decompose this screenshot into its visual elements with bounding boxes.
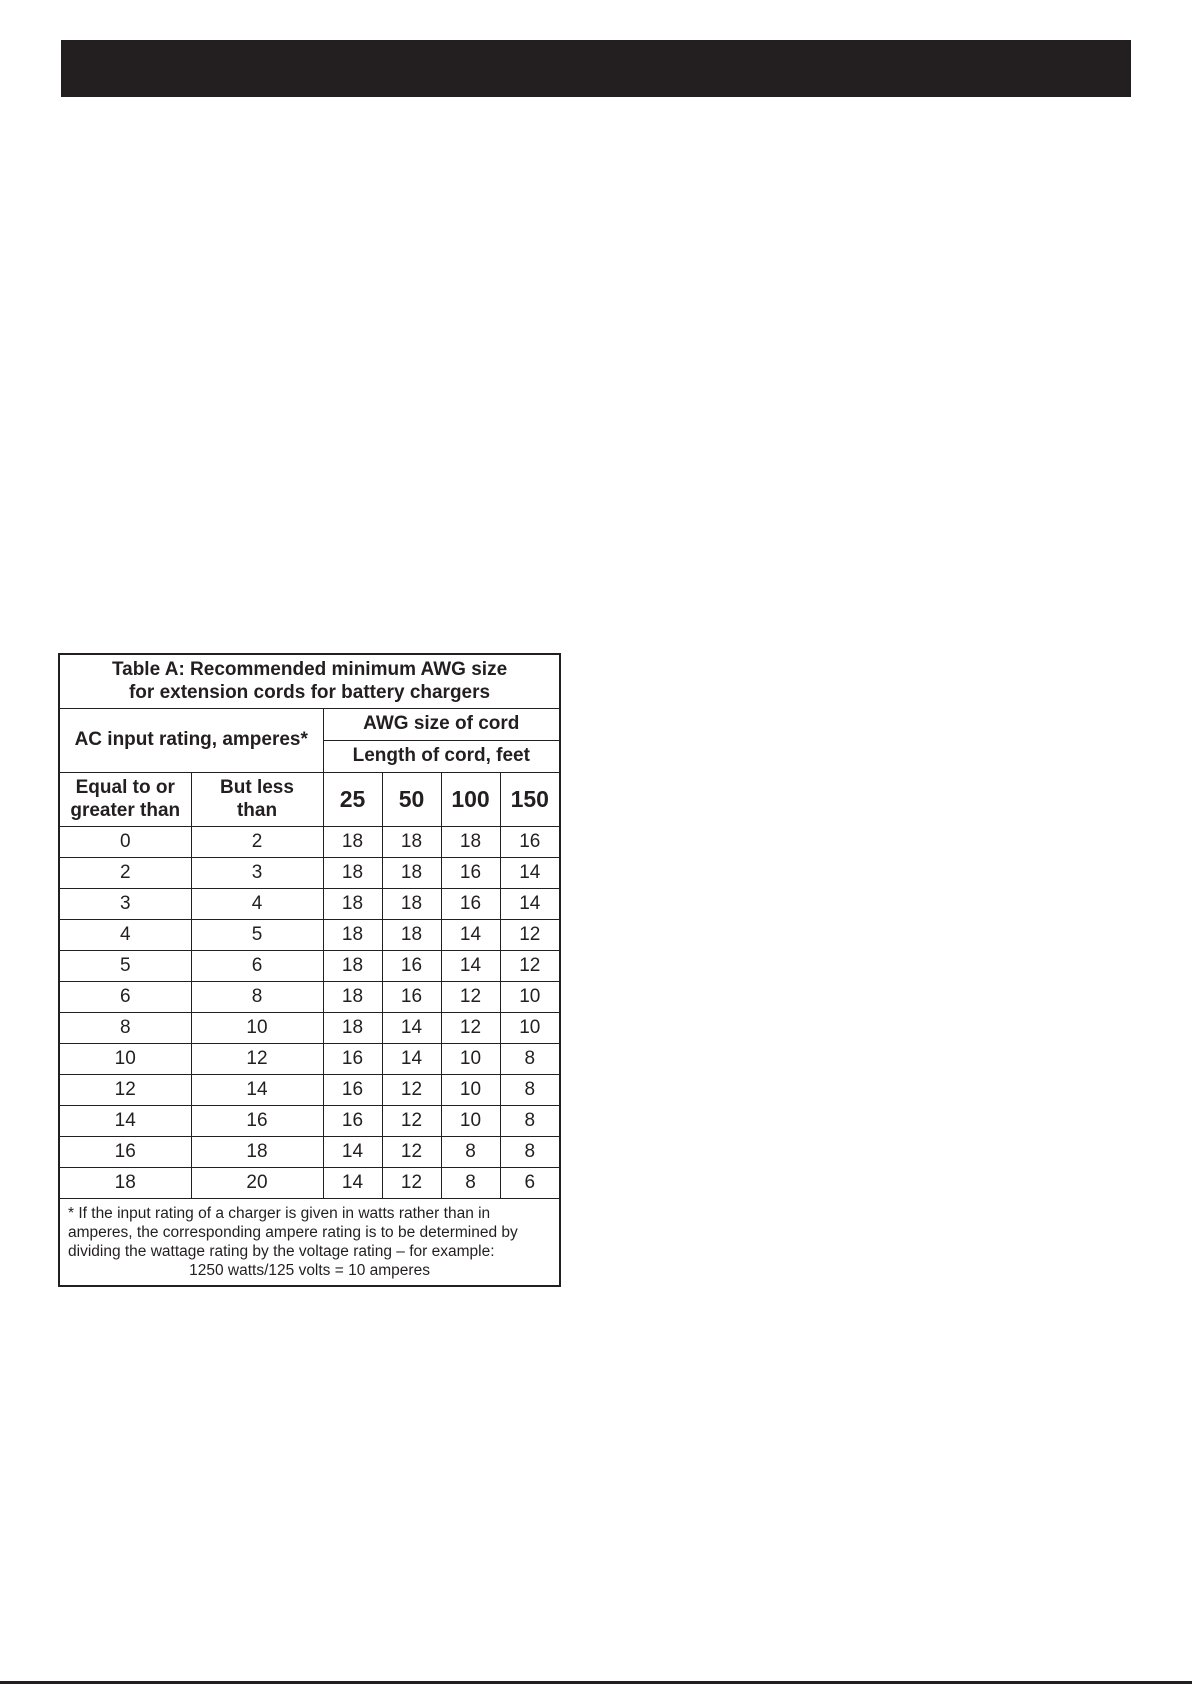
cell-awg-100ft: 14 [441,951,500,982]
table-title-line2: for extension cords for battery chargers [128,681,491,703]
footnote-line2: amperes, the corresponding ampere rating is to be determined by [68,1224,518,1241]
cell-min-amps: 3 [59,889,191,920]
cell-min-amps: 10 [59,1044,191,1075]
cell-awg-150ft: 8 [500,1106,560,1137]
cell-min-amps: 8 [59,1013,191,1044]
cell-awg-100ft: 10 [441,1044,500,1075]
cell-awg-150ft: 16 [500,827,560,858]
cell-min-amps: 0 [59,827,191,858]
cell-awg-25ft: 14 [323,1137,382,1168]
cell-awg-25ft: 18 [323,951,382,982]
cell-awg-50ft: 12 [382,1075,441,1106]
cell-max-amps: 14 [191,1075,323,1106]
table-title [59,654,560,709]
cell-max-amps: 10 [191,1013,323,1044]
table-row [59,920,560,951]
cell-min-amps: 16 [59,1137,191,1168]
column-header-max-line2: than [236,799,278,821]
table-row [59,1106,560,1137]
column-header-min-line1: Equal to or [75,776,175,798]
cell-awg-100ft: 16 [441,858,500,889]
cell-awg-25ft: 16 [323,1075,382,1106]
header-bar [61,40,1131,97]
cell-awg-150ft: 8 [500,1044,560,1075]
cell-max-amps: 4 [191,889,323,920]
table-footnote [59,1199,560,1287]
cell-awg-100ft: 8 [441,1168,500,1199]
cell-awg-150ft: 14 [500,889,560,920]
column-header-max-amps [191,773,323,827]
table-row [59,1075,560,1106]
column-header-length-50: 50 [382,773,441,827]
cell-max-amps: 6 [191,951,323,982]
cell-awg-100ft: 8 [441,1137,500,1168]
cell-min-amps: 14 [59,1106,191,1137]
cell-awg-50ft: 14 [382,1013,441,1044]
cell-awg-150ft: 6 [500,1168,560,1199]
cell-min-amps: 5 [59,951,191,982]
cell-awg-25ft: 16 [323,1044,382,1075]
cell-awg-100ft: 10 [441,1075,500,1106]
cell-awg-150ft: 12 [500,920,560,951]
table-row [59,951,560,982]
cell-awg-25ft: 18 [323,982,382,1013]
cell-awg-50ft: 16 [382,951,441,982]
table-row [59,889,560,920]
awg-size-table [58,653,561,1287]
cell-min-amps: 4 [59,920,191,951]
table-row [59,1137,560,1168]
cell-awg-100ft: 12 [441,982,500,1013]
cell-awg-25ft: 18 [323,1013,382,1044]
cell-max-amps: 18 [191,1137,323,1168]
ac-input-header: AC input rating, amperes* [59,709,323,773]
table-row [59,1013,560,1044]
cell-awg-150ft: 14 [500,858,560,889]
cell-awg-25ft: 18 [323,889,382,920]
cell-awg-150ft: 10 [500,982,560,1013]
cell-min-amps: 6 [59,982,191,1013]
cell-awg-50ft: 18 [382,858,441,889]
cell-awg-100ft: 18 [441,827,500,858]
cell-awg-50ft: 12 [382,1168,441,1199]
cell-max-amps: 16 [191,1106,323,1137]
cell-awg-25ft: 18 [323,858,382,889]
cell-awg-50ft: 18 [382,827,441,858]
cell-awg-150ft: 8 [500,1137,560,1168]
cell-awg-50ft: 18 [382,920,441,951]
cell-max-amps: 8 [191,982,323,1013]
cell-awg-100ft: 12 [441,1013,500,1044]
cell-awg-25ft: 18 [323,827,382,858]
table-row [59,1044,560,1075]
cell-awg-50ft: 12 [382,1137,441,1168]
cord-length-header: Length of cord, feet [323,741,560,773]
cell-awg-50ft: 16 [382,982,441,1013]
cell-awg-50ft: 12 [382,1106,441,1137]
table-title-line1: Table A: Recommended minimum AWG size [111,658,508,680]
cell-max-amps: 2 [191,827,323,858]
cell-awg-150ft: 8 [500,1075,560,1106]
table-row [59,858,560,889]
cell-min-amps: 18 [59,1168,191,1199]
cell-max-amps: 12 [191,1044,323,1075]
cell-awg-50ft: 14 [382,1044,441,1075]
column-header-length-150: 150 [500,773,560,827]
cell-awg-50ft: 18 [382,889,441,920]
column-header-length-25: 25 [323,773,382,827]
footnote-example: 1250 watts/125 volts = 10 amperes [189,1262,430,1279]
table-row [59,1168,560,1199]
column-header-max-line1: But less [220,776,294,798]
cell-awg-100ft: 10 [441,1106,500,1137]
table-row [59,982,560,1013]
cell-max-amps: 5 [191,920,323,951]
cell-awg-25ft: 14 [323,1168,382,1199]
column-header-min-line2: greater than [70,799,181,821]
cell-awg-150ft: 12 [500,951,560,982]
cell-awg-25ft: 16 [323,1106,382,1137]
cell-awg-25ft: 18 [323,920,382,951]
footnote-line1: * If the input rating of a charger is given in watts rather than in [68,1205,491,1222]
footnote-line3: dividing the wattage rating by the voltage rating – for example: [68,1243,495,1260]
awg-size-header: AWG size of cord [323,709,560,741]
cell-min-amps: 12 [59,1075,191,1106]
column-header-min-amps [59,773,191,827]
cell-awg-100ft: 14 [441,920,500,951]
cell-max-amps: 20 [191,1168,323,1199]
cell-awg-150ft: 10 [500,1013,560,1044]
cell-min-amps: 2 [59,858,191,889]
cell-max-amps: 3 [191,858,323,889]
column-header-length-100: 100 [441,773,500,827]
cell-awg-100ft: 16 [441,889,500,920]
table-row [59,827,560,858]
